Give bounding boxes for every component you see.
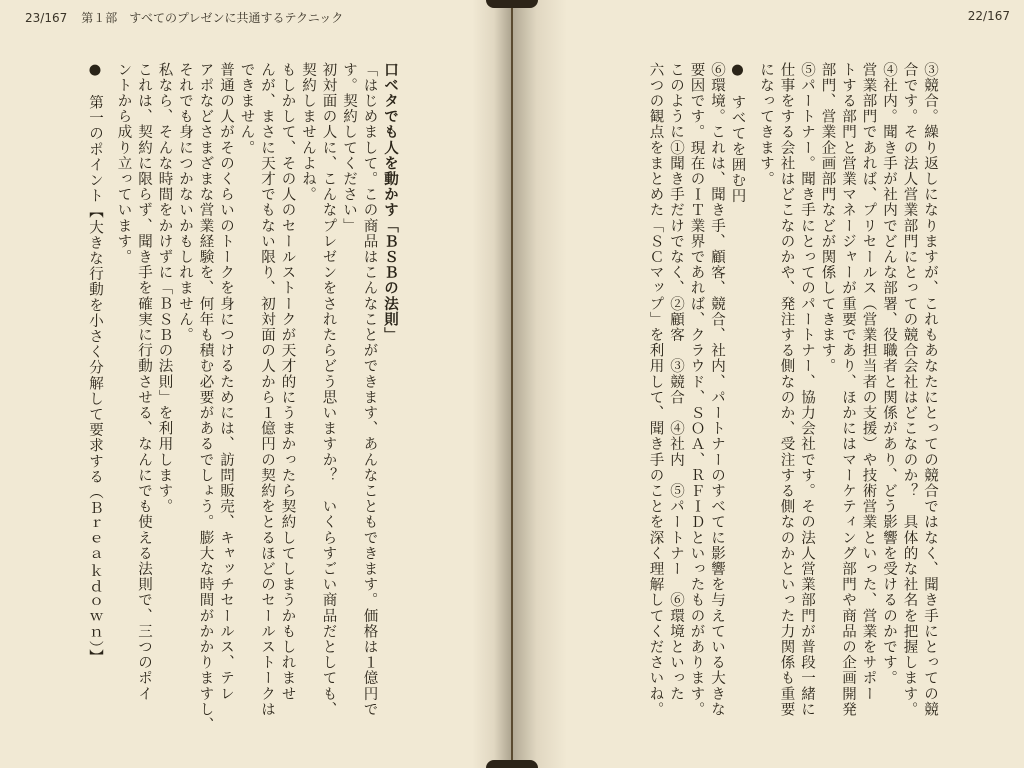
- text-line: もしかして、その人のセールストークが天才的にうまかったら契約してしまうかもしれませ: [279, 62, 296, 702]
- bullet-heading: ● 第一のポイント【大きな行動を小さく分解して要求する（Ｂｒｅａｋｄｏｗｎ）】: [87, 62, 103, 665]
- text-line: トする部門と営業マネージャーが重要であり、ほかにはマーケティング部門や商品の企画開発: [840, 62, 856, 718]
- text-line: す。契約してください」: [341, 62, 357, 234]
- text-line: 普通の人がそのくらいのトークを身につけるためには、訪問販売、キャッチセールス、テレ: [218, 62, 234, 702]
- text-line: 六つの観点をまとめた「ＳＣマップ」を利用して、聞き手のことを深く理解してくださいね。: [647, 62, 664, 718]
- spine-bottom-notch: [486, 760, 538, 768]
- text-line: できません。: [238, 62, 255, 156]
- text-line: このように①聞き手だけでなく、②顧客 ③競合 ④社内 ⑤パートナー ⑥環境といった: [668, 62, 684, 702]
- left-page-text: [20, 62, 400, 752]
- text-line: になってきます。: [758, 62, 774, 187]
- text-line: アポなどさまざまな営業経験を、何年も積む必要があるでしょう。膨大な時間がかかりますし、: [197, 62, 214, 733]
- text-line: 仕事をする会社はどこなのかや、発注する側なのか、受注する側なのかといった力関係も重要: [778, 62, 795, 718]
- text-line: 合です。その法人営業部門にとっての競合会社はどこなのか？ 具体的な社名を把握します。: [901, 62, 918, 718]
- text-line: 営業部門であれば、プリセールス（営業担当者の支援）や技術営業といった、営業をサポー: [860, 62, 877, 702]
- text-line: 「はじめまして。この商品はこんなことができます、あんなこともできます。価格は１億円で: [361, 62, 378, 718]
- right-page[interactable]: [512, 0, 1024, 768]
- text-line: ⑤パートナー。聞き手にとってのパートナー、協力会社です。その法人営業部門が普段一緒に: [799, 62, 815, 718]
- text-line: ④社内。聞き手が社内でどんな部署、役職者と関係があり、どう影響を受けるのかです。: [881, 62, 897, 686]
- right-page-text: [520, 62, 940, 752]
- text-line: 私なら、そんな時間をかけずに「ＢＳＢの法則」を利用します。: [156, 62, 173, 515]
- book-spine: [511, 0, 513, 768]
- left-header: [25, 9, 343, 26]
- text-line: ントから成り立っています。: [115, 62, 132, 265]
- spine-top-notch: [486, 0, 538, 8]
- chapter-title: 第１部 すべてのプレゼンに共通するテクニック: [81, 11, 344, 25]
- right-header: [968, 9, 1010, 23]
- spine-shadow-left: [472, 0, 512, 768]
- left-page-number: 23/167: [25, 11, 68, 25]
- text-line: ③競合。繰り返しになりますが、これもあなたにとっての競合ではなく、聞き手にとっての競: [922, 62, 938, 718]
- text-line: それでも身につかないかもしれません。: [177, 62, 193, 343]
- text-line: ⑥環境。これは、聞き手、顧客、競合、社内、パートナーのすべてに影響を与えている大きな: [709, 62, 725, 718]
- text-line: 契約しませんよね。: [300, 62, 316, 203]
- text-line: 部門、営業企画部門などが関係してきます。: [819, 62, 836, 374]
- text-line: 初対面の人に、こんなプレゼンをされたらどう思いますか？ いくらすごい商品だとしても、: [320, 62, 337, 718]
- section-heading: 口ベタでも人を動かす「ＢＳＢの法則」: [382, 62, 399, 343]
- text-line: これは、契約に限らず、聞き手を確実に行動させる、なんにでも使える法則で、三つのポイ: [136, 62, 152, 702]
- bullet-heading: ● すべてを囲む円: [729, 62, 746, 204]
- text-line: 要因です。現在のＩＴ業界であれば、クラウド、ＳＯＡ、ＲＦＩＤといったものがあります。: [688, 62, 705, 718]
- text-line: んが、まさに天才でもない限り、初対面の人から１億円の契約をとるほどのセールストークは: [259, 62, 275, 718]
- right-page-number: 22/167: [967, 9, 1010, 23]
